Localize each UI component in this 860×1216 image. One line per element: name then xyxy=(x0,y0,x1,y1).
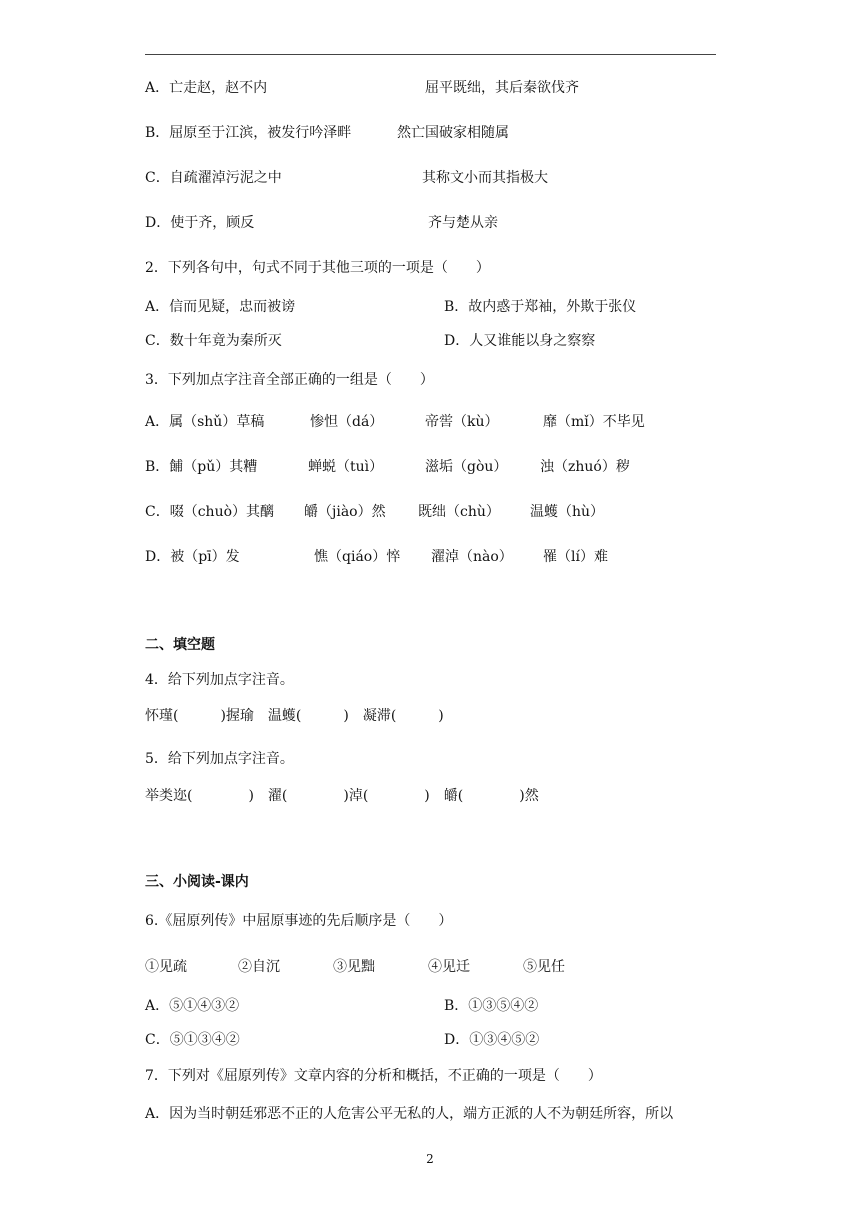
q3-row-d-1: D．被（pī）发 xyxy=(145,549,240,565)
q3-row-b-4: 浊（zhuó）秽 xyxy=(540,459,630,475)
q1-option-c-left: C．自疏濯淖污泥之中 xyxy=(145,170,282,186)
page-number: 2 xyxy=(426,1152,434,1166)
q6-item-3: ③见黜 xyxy=(333,959,375,975)
q6-stem: 6.《屈原列传》中屈原事迹的先后顺序是（ ） xyxy=(145,913,453,929)
q1-option-a-right: 屈平既绌，其后秦欲伐齐 xyxy=(425,80,579,96)
q6-item-2: ②自沉 xyxy=(238,959,280,975)
q2-option-b: B．故内惑于郑袖，外欺于张仪 xyxy=(444,299,637,315)
q5-answer-line: 举类迩( ) 濯( )淖( ) 皭( )然 xyxy=(145,788,539,804)
q3-row-b-3: 滋垢（gòu） xyxy=(425,459,508,475)
q7-option-a: A．因为当时朝廷邪恶不正的人危害公平无私的人，端方正派的人不为朝廷所容，所以 xyxy=(145,1106,674,1122)
q1-option-b-right: 然亡国破家相随属 xyxy=(397,125,509,141)
q2-option-a: A．信而见疑，忠而被谤 xyxy=(145,299,296,315)
q6-item-1: ①见疏 xyxy=(145,959,187,975)
q3-row-d-2: 憔（qiáo）悴 xyxy=(314,549,401,565)
q4-stem: 4．给下列加点字注音。 xyxy=(145,672,294,688)
q2-option-d: D．人又谁能以身之察察 xyxy=(444,333,596,349)
q4-answer-line: 怀瑾( )握瑜 温蠖( ) 凝滞( ) xyxy=(145,708,444,724)
q6-option-b: B．①③⑤④② xyxy=(444,998,539,1014)
q3-row-b-1: B．餔（pǔ）其糟 xyxy=(145,459,258,475)
header-rule xyxy=(145,54,716,55)
q6-option-a: A．⑤①④③② xyxy=(145,998,240,1014)
q3-row-a-4: 靡（mǐ）不毕见 xyxy=(543,414,645,430)
q3-row-b-2: 蝉蜕（tuì） xyxy=(308,459,384,475)
q3-row-a-3: 帝喾（kù） xyxy=(425,414,499,430)
q6-option-d: D．①③④⑤② xyxy=(444,1032,540,1048)
q6-option-c: C．⑤①③④② xyxy=(145,1032,240,1048)
q3-row-c-2: 皭（jiào）然 xyxy=(304,504,386,520)
section-heading-reading: 三、小阅读-课内 xyxy=(145,874,249,890)
q6-item-5: ⑤见任 xyxy=(523,959,565,975)
q3-row-a-2: 惨怛（dá） xyxy=(310,414,384,430)
q3-row-c-3: 既绌（chù） xyxy=(418,504,500,520)
q5-stem: 5．给下列加点字注音。 xyxy=(145,751,294,767)
q1-option-a-left: A．亡走赵，赵不内 xyxy=(145,80,268,96)
q3-row-d-4: 罹（lí）难 xyxy=(543,549,608,565)
q1-option-b-left: B．屈原至于江滨，被发行吟泽畔 xyxy=(145,125,352,141)
q6-item-4: ④见迁 xyxy=(428,959,470,975)
q3-row-c-4: 温蠖（hù） xyxy=(530,504,605,520)
section-heading-fill-blank: 二、填空题 xyxy=(145,637,215,653)
q3-stem: 3．下列加点字注音全部正确的一组是（ ） xyxy=(145,372,434,388)
q3-row-c-1: C．啜（chuò）其醨 xyxy=(145,504,275,520)
q1-option-d-left: D．使于齐，顾反 xyxy=(145,215,255,231)
q3-row-d-3: 濯淖（nào） xyxy=(431,549,513,565)
q7-stem: 7．下列对《屈原列传》文章内容的分析和概括，不正确的一项是（ ） xyxy=(145,1068,602,1084)
q2-stem: 2．下列各句中，句式不同于其他三项的一项是（ ） xyxy=(145,260,490,276)
q3-row-a-1: A．属（shǔ）草稿 xyxy=(145,414,265,430)
q1-option-d-right: 齐与楚从亲 xyxy=(428,215,498,231)
q1-option-c-right: 其称文小而其指极大 xyxy=(422,170,548,186)
q2-option-c: C．数十年竟为秦所灭 xyxy=(145,333,282,349)
